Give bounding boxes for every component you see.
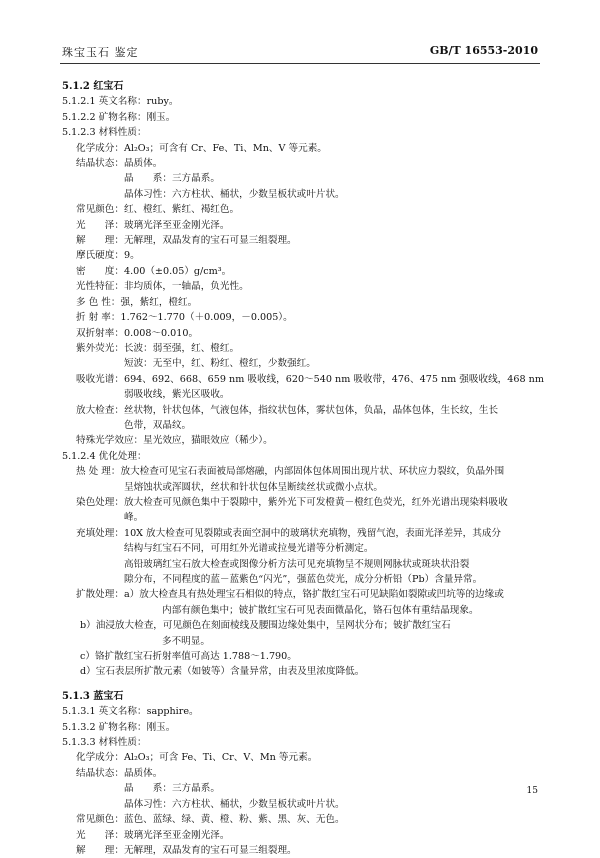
section-heading-sapphire: 5.1.3 蓝宝石 xyxy=(62,690,124,702)
section-heading-ruby: 5.1.2 红宝石 xyxy=(62,81,124,92)
text-line: 多 色 性：强，紫红，橙红。 xyxy=(76,296,198,308)
text-line: 常见颜色：红、橙红、紫红、褐红色。 xyxy=(76,204,240,216)
text-line: 常见颜色：蓝色、蓝绿、绿、黄、橙、粉、紫、黑、灰、无色。 xyxy=(76,814,345,826)
text-line: 弱吸收线，紫光区吸收。 xyxy=(124,389,230,401)
text-line: 紫外荧光：长波：弱至强，红、橙红。 xyxy=(76,342,240,354)
text-line: 5.1.2.4 优化处理： xyxy=(62,450,147,462)
ruby-section xyxy=(62,94,544,679)
text-line: 5.1.3.1 英文名称：sapphire。 xyxy=(62,706,199,718)
text-line: 结晶状态：晶质体。 xyxy=(76,767,163,779)
text-line: 多不明显。 xyxy=(162,635,210,647)
text-line: 晶 系：三方晶系。 xyxy=(124,783,220,795)
text-line: 化学成分：Al₂O₃；可含 Fe、Ti、Cr、V、Mn 等元素。 xyxy=(76,752,318,764)
text-line: c）铬扩散红宝石折射率值可高达 1.788～1.790。 xyxy=(80,651,297,663)
text-line: 5.1.3.2 矿物名称：刚玉。 xyxy=(62,721,176,733)
text-line: 结晶状态：晶质体。 xyxy=(76,158,163,170)
text-line: 高铅玻璃红宝石放大检查或图像分析方法可见充填物呈不规则网脉状或斑块状沿裂 xyxy=(124,558,470,570)
header-rule xyxy=(60,63,540,64)
text-line: 染色处理：放大检查可见颜色集中于裂隙中，紫外光下可发橙黄－橙红色荧光，红外光谱出现染料吸收 xyxy=(76,496,508,508)
text-line: b）油浸放大检查，可见颜色在刻面棱线及腰围边缘处集中，呈网状分布；铍扩散红宝石 xyxy=(80,620,451,632)
text-line: 晶 系：三方晶系。 xyxy=(124,173,220,185)
text-line: 解 理：无解理，双晶发育的宝石可显三组裂理。 xyxy=(76,235,297,247)
text-line: 色带，双晶纹。 xyxy=(124,419,192,431)
text-line: 摩氏硬度：9。 xyxy=(76,250,140,262)
document-body xyxy=(62,79,544,858)
text-line: 结构与红宝石不同，可用红外光谱或拉曼光谱等分析测定。 xyxy=(124,543,374,555)
text-line: 5.1.2.1 英文名称：ruby。 xyxy=(62,96,179,108)
text-line: 5.1.2.2 矿物名称：刚玉。 xyxy=(62,111,176,123)
text-line: 扩散处理：a）放大检查具有热处理宝石相似的特点，铬扩散红宝石可见缺陷如裂隙或凹坑等的边缘或 xyxy=(76,589,504,601)
text-line: 光 泽：玻璃光泽至亚金刚光泽。 xyxy=(76,219,230,231)
text-line: 5.1.2.3 材料性质： xyxy=(62,127,147,139)
page-number: 15 xyxy=(526,786,538,796)
standard-number: GB/T 16553-2010 xyxy=(429,44,538,57)
text-line: 5.1.3.3 材料性质： xyxy=(62,737,147,749)
text-line: 解 理：无解理，双晶发育的宝石可显三组裂理。 xyxy=(76,844,297,856)
text-line: 短波：无至中，红、粉红、橙红，少数强红。 xyxy=(124,358,316,370)
text-line: d）宝石表层所扩散元素（如铍等）含量异常，由表及里浓度降低。 xyxy=(80,666,365,678)
text-line: 隙分布，不同程度的蓝－蓝紫色“闪光”，强蓝色荧光，成分分析铅（Pb）含量异常。 xyxy=(124,574,483,585)
text-line: 密 度：4.00（±0.05）g/cm³。 xyxy=(76,265,232,277)
text-line: 光 泽：玻璃光泽至亚金刚光泽。 xyxy=(76,829,230,841)
text-line: 晶体习性：六方柱状、桶状，少数呈板状或叶片状。 xyxy=(124,798,345,810)
text-line: 吸收光谱：694、692、668、659 nm 吸收线，620～540 nm 吸收带，476、475 nm 强吸收线，468 nm xyxy=(76,373,544,385)
text-line: 特殊光学效应：星光效应，猫眼效应（稀少）。 xyxy=(76,435,273,447)
running-header-title: 珠宝玉石 鉴定 xyxy=(62,46,139,59)
text-line: 热 处 理：放大检查可见宝石表面被局部熔融，内部固体包体周围出现片状、环状应力裂纹，负晶外围 xyxy=(76,466,505,478)
text-line: 光性特征：非均质体，一轴晶，负光性。 xyxy=(76,281,249,293)
text-line: 放大检查：丝状物，针状包体，气液包体，指纹状包体，雾状包体，负晶，晶体包体，生长纹，生长 xyxy=(76,404,499,416)
sapphire-section xyxy=(62,704,540,858)
text-line: 化学成分：Al₂O₃；可含有 Cr、Fe、Ti、Mn、V 等元素。 xyxy=(76,142,327,154)
text-line: 折 射 率：1.762～1.770（＋0.009，－0.005）。 xyxy=(76,312,293,324)
text-line: 呈熔蚀状或浑圆状，丝状和针状包体呈断续丝状或微小点状。 xyxy=(124,481,384,493)
text-line: 内部有颜色集中；铍扩散红宝石可见表面微晶化，铬石包体有重结晶现象。 xyxy=(162,604,479,616)
text-line: 双折射率：0.008～0.010。 xyxy=(76,327,199,339)
text-line: 充填处理：10X 放大检查可见裂隙或表面空洞中的玻璃状充填物，残留气泡，表面光泽差异，其成分 xyxy=(76,527,502,539)
text-line: 晶体习性：六方柱状、桶状，少数呈板状或叶片状。 xyxy=(124,188,345,200)
text-line: 峰。 xyxy=(124,512,144,524)
